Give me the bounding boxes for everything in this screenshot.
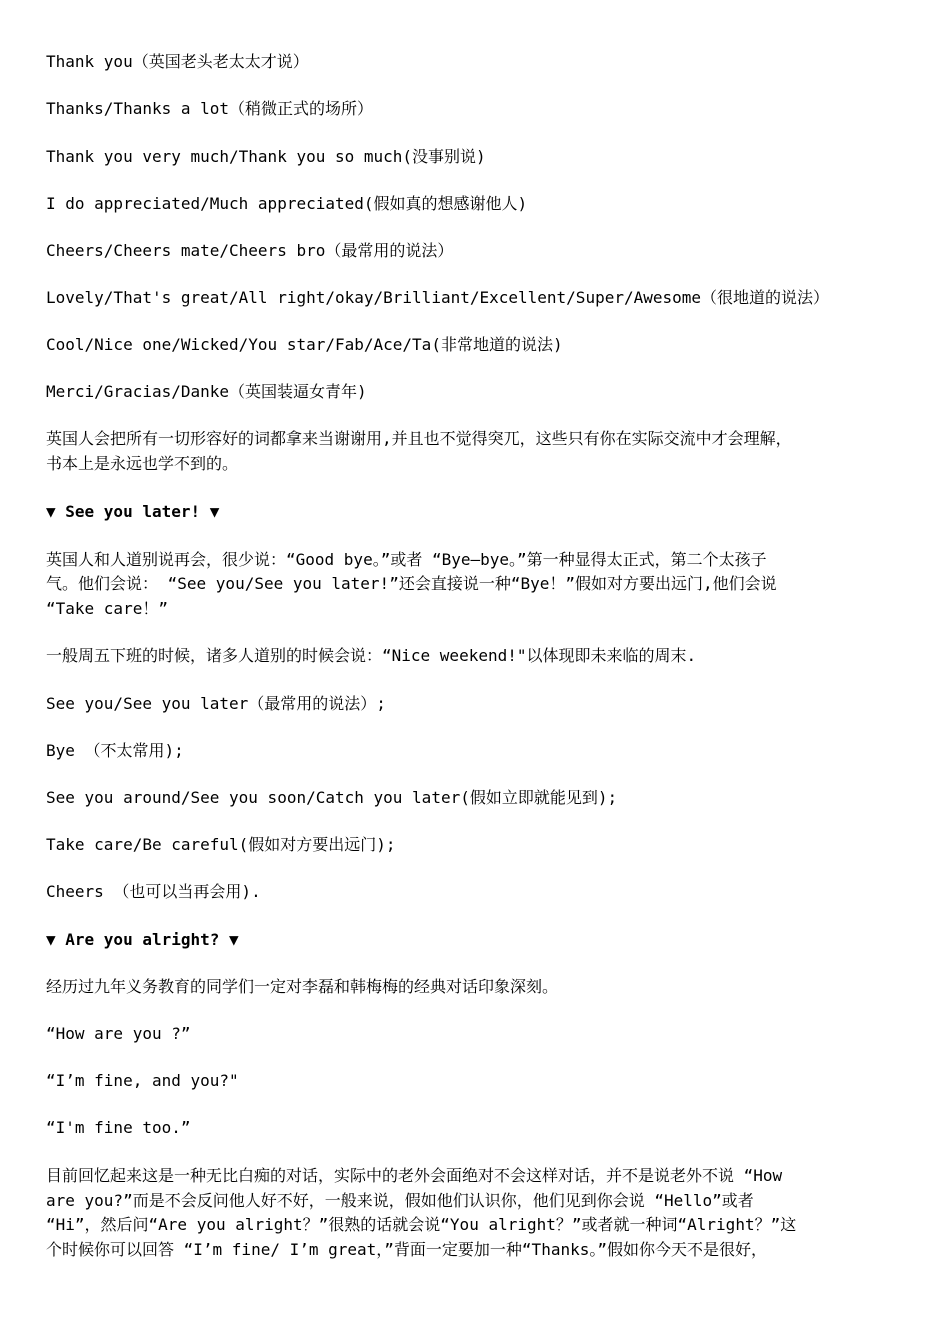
text-line: Cheers （也可以当再会用).: [46, 882, 261, 901]
paragraph-line: 气。他们会说： “See you/See you later!”还会直接说一种“Bye！”假如对方要出远门,他们会说: [46, 574, 777, 593]
section-heading-are-you-alright: ▼ Are you alright? ▼: [46, 930, 239, 949]
paragraph-line: “Take care！”: [46, 599, 168, 618]
paragraph-line: 经历过九年义务教育的同学们一定对李磊和韩梅梅的经典对话印象深刻。: [46, 977, 559, 996]
text-line: See you/See you later（最常用的说法）;: [46, 694, 386, 713]
paragraph-line: 一般周五下班的时候，诸多人道别的时候会说：“Nice weekend!"以体现即未来临的周末.: [46, 646, 697, 665]
paragraph-line: are you?”而是不会反问他人好不好，一般来说，假如他们认识你，他们见到你会说 “Hello”或者: [46, 1191, 754, 1210]
paragraph-line: 英国人和人道别说再会，很少说：“Good bye。”或者 “Bye—bye。”第一种显得太正式，第二个太孩子: [46, 550, 767, 569]
text-line: Merci/Gracias/Danke（英国装逼女青年): [46, 382, 367, 401]
dialogue-line: “I’m fine, and you?": [46, 1071, 239, 1090]
paragraph-line: 目前回忆起来这是一种无比白痴的对话，实际中的老外会面绝对不会这样对话，并不是说老外不说 “How: [46, 1166, 783, 1185]
section-heading-see-you-later: ▼ See you later! ▼: [46, 502, 220, 521]
text-line: Thank you very much/Thank you so much(没事别说): [46, 147, 486, 166]
text-line: Bye （不太常用);: [46, 741, 184, 760]
text-line: Cool/Nice one/Wicked/You star/Fab/Ace/Ta(非常地道的说法): [46, 335, 563, 354]
text-line: I do appreciated/Much appreciated(假如真的想感谢他人): [46, 194, 528, 213]
text-line: Cheers/Cheers mate/Cheers bro（最常用的说法）: [46, 241, 454, 260]
dialogue-line: “How are you ?”: [46, 1024, 191, 1043]
text-line: See you around/See you soon/Catch you later(假如立即就能见到);: [46, 788, 618, 807]
text-line: Thank you（英国老头老太太才说）: [46, 52, 309, 71]
text-line: Lovely/That's great/All right/okay/Brilliant/Excellent/Super/Awesome（很地道的说法）: [46, 288, 830, 307]
text-line: Take care/Be careful(假如对方要出远门);: [46, 835, 396, 854]
paragraph-line: 书本上是永远也学不到的。: [46, 454, 239, 473]
paragraph-line: 英国人会把所有一切形容好的词都拿来当谢谢用,并且也不觉得突兀，这些只有你在实际交流中才会理解，: [46, 429, 792, 448]
dialogue-line: “I'm fine too.”: [46, 1118, 191, 1137]
paragraph-line: 个时候你可以回答 “I’m fine/ I’m great，”背面一定要加一种“Thanks。”假如你今天不是很好，: [46, 1240, 767, 1259]
paragraph-line: “Hi”，然后问“Are you alright？”很熟的话就会说“You alright？”或者就一种词“Alright？”这: [46, 1215, 797, 1234]
text-line: Thanks/Thanks a lot（稍微正式的场所）: [46, 99, 374, 118]
